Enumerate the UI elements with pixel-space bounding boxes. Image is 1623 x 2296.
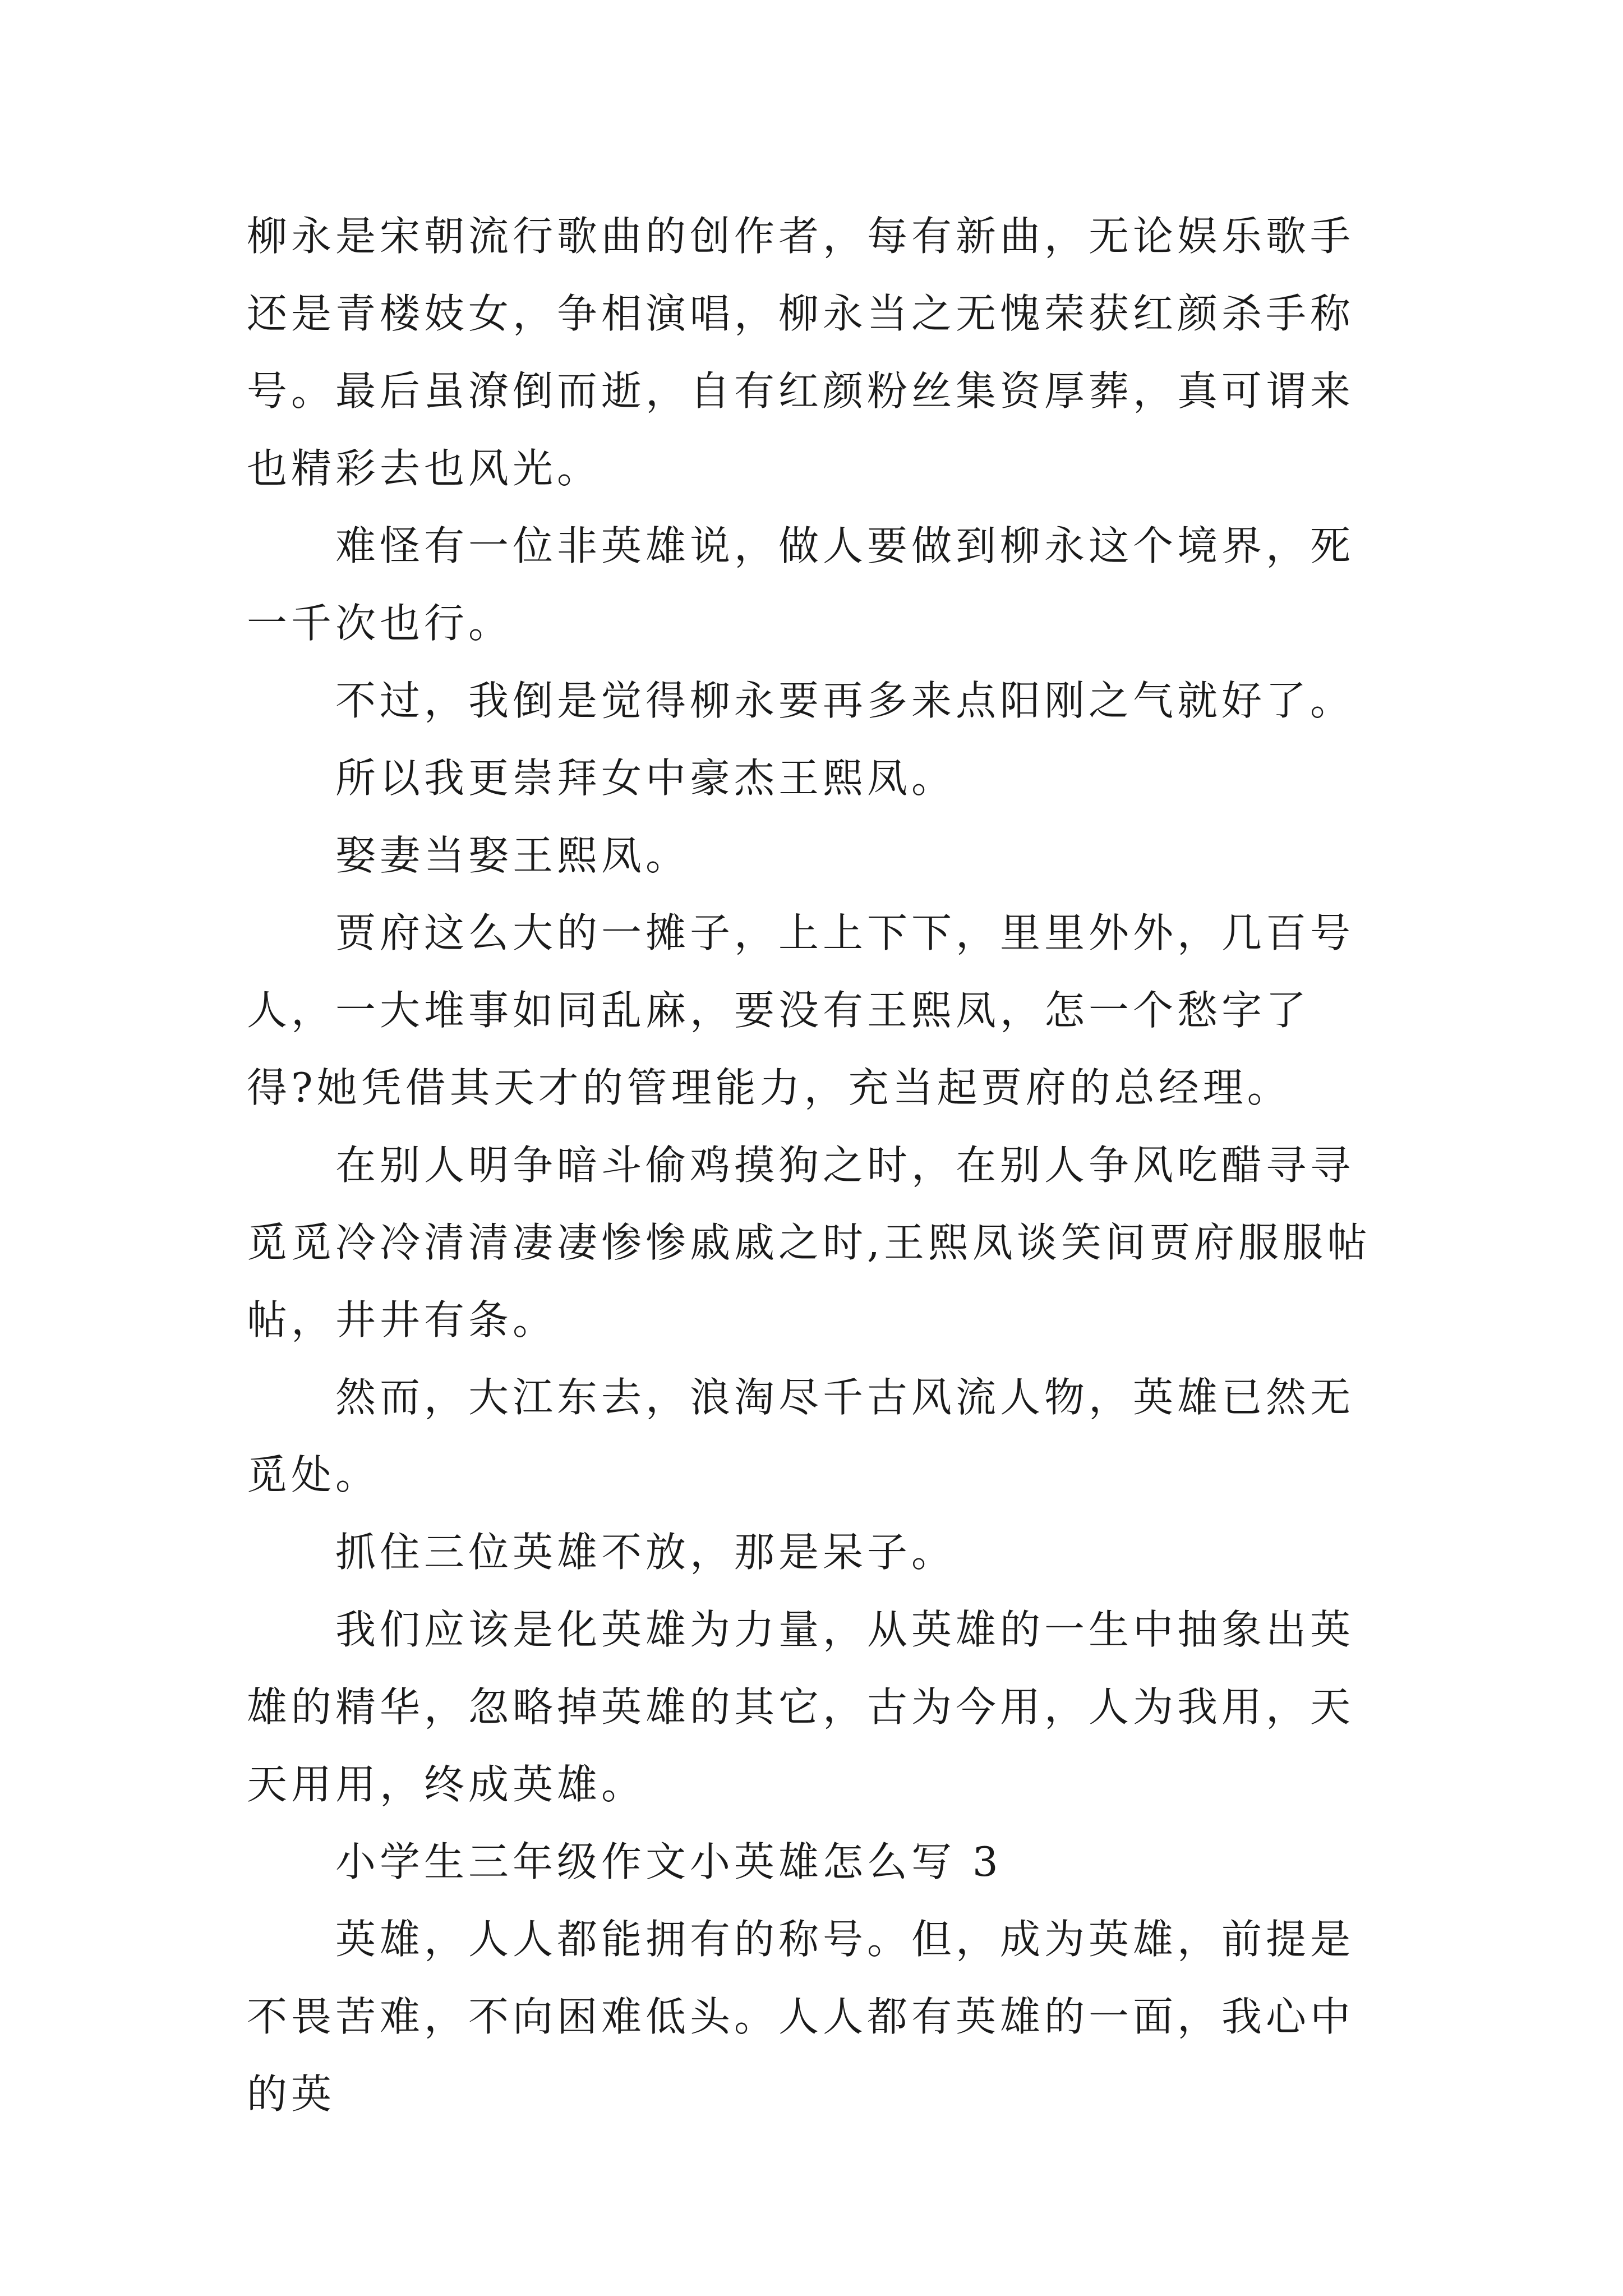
paragraph-4: 所以我更崇拜女中豪杰王熙凤。: [335, 754, 956, 802]
paragraph-8: 然而，大江东去，浪淘尽千古风流人物，英雄已然无觅处。: [247, 1374, 1355, 1498]
paragraph-7: 在别人明争暗斗偷鸡摸狗之时，在别人争风吃醋寻寻觅觅冷冷清清凄凄惨惨戚戚之时,王熙凤谈笑间贾府服服帖帖，井井有条。: [247, 1142, 1371, 1343]
paragraph-2: 难怪有一位非英雄说，做人要做到柳永这个境界，死一千次也行。: [247, 522, 1355, 647]
paragraph-10: 我们应该是化英雄为力量，从英雄的一生中抽象出英雄的精华，忽略掉英雄的其它，古为今用，人为我用，天天用用，终成英雄。: [247, 1606, 1355, 1808]
paragraph-3: 不过，我倒是觉得柳永要再多来点阳刚之气就好了。: [335, 677, 1355, 724]
paragraph-5: 娶妻当娶王熙凤。: [335, 832, 690, 879]
paragraph-6: 贾府这么大的一摊子，上上下下，里里外外，几百号人，一大堆事如同乱麻，要没有王熙凤，怎一个愁字了得?她凭借其天才的管理能力，充当起贾府的总经理。: [247, 909, 1355, 1111]
document-body: [247, 197, 1380, 2133]
paragraph-1: 柳永是宋朝流行歌曲的创作者，每有新曲，无论娱乐歌手还是青楼妓女，争相演唱，柳永当之无愧荣获红颜杀手称号。最后虽潦倒而逝，自有红颜粉丝集资厚葬，真可谓来也精彩去也风光。: [247, 213, 1355, 492]
paragraph-11: 英雄，人人都能拥有的称号。但，成为英雄，前提是不畏苦难，不向困难低头。人人都有英雄的一面，我心中的英: [247, 1916, 1355, 2118]
section-heading: 小学生三年级作文小英雄怎么写 3: [335, 1838, 1002, 1885]
paragraph-9: 抓住三位英雄不放，那是呆子。: [335, 1529, 956, 1576]
